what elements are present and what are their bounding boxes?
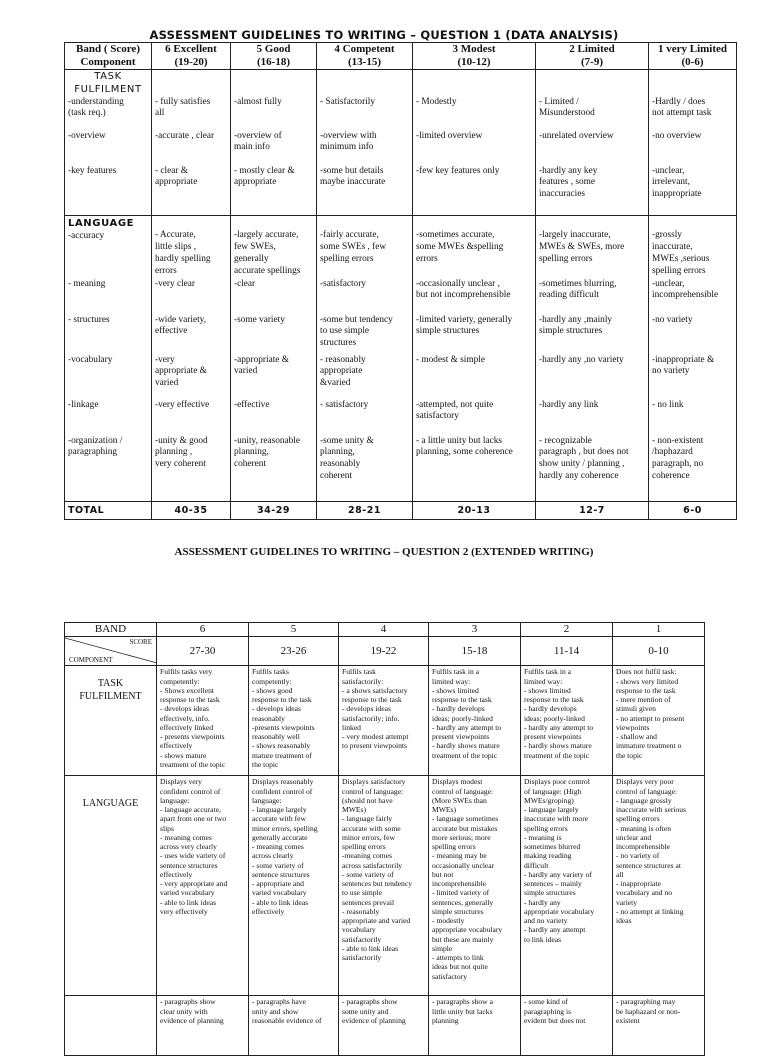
q1-band-range: (19-20) xyxy=(152,56,231,70)
q1-band-range: (7-9) xyxy=(536,56,649,70)
q1-language-section xyxy=(65,216,737,502)
q1-task-heading: TASK FULFILMENT xyxy=(65,70,152,97)
q1-descriptor-cell: - Accurate, little slips , hardly spelling errors xyxy=(152,216,231,279)
q2-band-number: 5 xyxy=(249,623,339,637)
q2-row-label: LANGUAGE xyxy=(65,776,157,996)
q1-descriptor-cell: -some but details maybe inaccurate xyxy=(317,166,413,216)
q1-header-component: Component xyxy=(65,56,152,70)
q2-descriptor-cell: Displays very poor control of language: - language grossly inaccurate with serious spelling errors - meaning is often unclear and incomprehensible - no variety of sentence structures at all - inappropriate vocabulary and no variety - no attempt at linking ideas xyxy=(613,776,705,996)
q1-total-label: TOTAL xyxy=(65,502,152,520)
q1-task-row xyxy=(65,131,737,166)
q1-language-heading: LANGUAGE xyxy=(68,218,135,230)
q1-band-name: 1 very Limited xyxy=(649,43,737,57)
q2-body xyxy=(65,666,705,1056)
q1-row-label-text: -organization / paragraphing xyxy=(68,435,123,458)
q1-title: ASSESSMENT GUIDELINES TO WRITING – QUESTION 1 (DATA ANALYSIS) xyxy=(149,28,619,42)
q2-row xyxy=(65,666,705,776)
q1-language-row xyxy=(65,436,737,502)
q1-band-name: 5 Good xyxy=(231,43,317,57)
q1-total-value: 12-7 xyxy=(536,502,649,520)
q1-descriptor-cell: - a little unity but lacks planning, some coherence xyxy=(413,436,536,502)
q2-band-number: 6 xyxy=(157,623,249,637)
q1-row-label xyxy=(65,400,152,436)
q1-language-row xyxy=(65,279,737,315)
q1-descriptor-cell: - fully satisfies all xyxy=(152,97,231,131)
q2-descriptor-cell: Displays very confident control of language: - language accurate, apart from one or two slips - meaning comes across very clearly - uses wide variety of sentence structures effectively - very appropriate and varied vocabulary - able to link ideas very effectively xyxy=(157,776,249,996)
q1-descriptor-cell: -inappropriate & no variety xyxy=(649,355,737,400)
q2-band-label: BAND xyxy=(65,623,157,637)
empty-cell xyxy=(317,70,413,97)
q1-descriptor-cell: -some variety xyxy=(231,315,317,355)
q1-descriptor-cell: - modest & simple xyxy=(413,355,536,400)
q1-descriptor-cell: -sometimes accurate, some MWEs &spelling errors xyxy=(413,216,536,279)
q1-descriptor-cell: - no link xyxy=(649,400,737,436)
q1-band-name: 2 Limited xyxy=(536,43,649,57)
q2-descriptor-cell: Does not fulfil task: - shows very limited response to the task - mere mention of stimuli given - no attempt to present viewpoints - shallow and immature treatment o the topic xyxy=(613,666,705,776)
q1-descriptor-cell: -limited variety, generally simple structures xyxy=(413,315,536,355)
q1-descriptor-cell: - mostly clear & appropriate xyxy=(231,166,317,216)
q1-descriptor-cell: -Hardly / does not attempt task xyxy=(649,97,737,131)
q1-band-range: (0-6) xyxy=(649,56,737,70)
q1-descriptor-cell: -largely accurate, few SWEs, generally accurate spellings xyxy=(231,216,317,279)
q1-descriptor-cell: -unrelated overview xyxy=(536,131,649,166)
q1-total-value: 20-13 xyxy=(413,502,536,520)
q1-descriptor-cell: -almost fully xyxy=(231,97,317,131)
q1-total-value: 34-29 xyxy=(231,502,317,520)
q1-descriptor-cell: -hardly any ,mainly simple structures xyxy=(536,315,649,355)
q2-score-range: 23-26 xyxy=(249,637,339,666)
q2-descriptor-cell: - paragraphs have unity and show reasonable evidence of xyxy=(249,996,339,1056)
q1-descriptor-cell: -hardly any key features , some inaccuracies xyxy=(536,166,649,216)
q1-descriptor-cell: -wide variety, effective xyxy=(152,315,231,355)
q2-score-label: SCORE xyxy=(129,638,152,647)
q1-descriptor-cell: -no overview xyxy=(649,131,737,166)
q1-band-name: 3 Modest xyxy=(413,43,536,57)
q2-descriptor-cell: - paragraphing may be haphazard or non- existent xyxy=(613,996,705,1056)
q1-descriptor-cell: -effective xyxy=(231,400,317,436)
q1-descriptor-cell: -occasionally unclear , but not incomprehensible xyxy=(413,279,536,315)
q1-band-name: 6 Excellent xyxy=(152,43,231,57)
q2-title: ASSESSMENT GUIDELINES TO WRITING – QUESTION 2 (EXTENDED WRITING) xyxy=(174,546,594,558)
q2-descriptor-cell: - paragraphs show some unity and evidence of planning xyxy=(339,996,429,1056)
q2-score-range: 27-30 xyxy=(157,637,249,666)
q2-descriptor-cell: Fulfils task satisfactorily: - a shows satisfactory response to the task - develops ideas satisfactorily; info. linked - very modest attempt to present viewpoints xyxy=(339,666,429,776)
q1-descriptor-cell: -attempted, not quite satisfactory xyxy=(413,400,536,436)
q1-descriptor-cell: -no variety xyxy=(649,315,737,355)
q2-descriptor-cell: Fulfils tasks competently: - shows good response to the task - develops ideas reasonably -presents viewpoints reasonably well - shows reasonably mature treatment of the topic xyxy=(249,666,339,776)
q1-descriptor-cell: -unclear, incomprehensible xyxy=(649,279,737,315)
q2-band-number: 3 xyxy=(429,623,521,637)
q1-descriptor-cell: -clear xyxy=(231,279,317,315)
empty-cell xyxy=(231,70,317,97)
q2-descriptor-cell: - some kind of paragraphing is evident but does not xyxy=(521,996,613,1056)
q1-band-range: (16-18) xyxy=(231,56,317,70)
empty-cell xyxy=(649,70,737,97)
q2-score-range: 11-14 xyxy=(521,637,613,666)
empty-cell xyxy=(413,70,536,97)
q1-row-label xyxy=(65,355,152,400)
q1-descriptor-cell: -hardly any link xyxy=(536,400,649,436)
q1-descriptor-cell: -unity, reasonable planning, coherent xyxy=(231,436,317,502)
q1-row-label-text: -accuracy xyxy=(68,230,105,241)
q1-language-row xyxy=(65,400,737,436)
q2-row-label: TASK FULFILMENT xyxy=(65,666,157,776)
q2-descriptor-cell: Fulfils tasks very competently: - Shows excellent response to the task - develops ideas effectively, info. effectively linked - presents viewpoints effectively - shows mature treatment of the topic xyxy=(157,666,249,776)
q1-band-range: (13-15) xyxy=(317,56,413,70)
q1-row-label xyxy=(65,279,152,315)
q1-descriptor-cell: - Satisfactorily xyxy=(317,97,413,131)
q1-descriptor-cell: - Limited / Misunderstood xyxy=(536,97,649,131)
q1-descriptor-cell: - reasonably appropriate &varied xyxy=(317,355,413,400)
q2-descriptor-cell: Fulfils task in a limited way: - shows limited response to the task - hardly develops ideas; poorly-linked - hardly any attempt to present viewpoints - hardly shows mature treatment of the topic xyxy=(521,666,613,776)
q1-row-label: -key features xyxy=(65,166,152,216)
q1-descriptor-cell: -very appropriate & varied xyxy=(152,355,231,400)
q1-row-label-text: -vocabulary xyxy=(68,354,113,365)
q1-descriptor-cell: -sometimes blurring, reading difficult xyxy=(536,279,649,315)
q1-descriptor-cell: - Modestly xyxy=(413,97,536,131)
q1-row-label-text: - meaning xyxy=(68,278,106,289)
q1-row-label: -overview xyxy=(65,131,152,166)
q2-descriptor-cell: - paragraphs show a little unity but lacks planning xyxy=(429,996,521,1056)
q1-descriptor-cell: -few key features only xyxy=(413,166,536,216)
q2-row xyxy=(65,996,705,1056)
q2-descriptor-cell: - paragraphs show clear unity with evidence of planning xyxy=(157,996,249,1056)
q2-descriptor-cell: Displays satisfactory control of language: (should not have MWEs) - language fairly accurate with some minor errors, few spelling errors -meaning comes across satisfactorily - some variety of sentences but tendency to use simple sentences prevail - reasonably appropriate and varied vocabulary satisfactorily - able to link ideas satisfactorily xyxy=(339,776,429,996)
q1-descriptor-cell: - clear & appropriate xyxy=(152,166,231,216)
q1-language-row xyxy=(65,355,737,400)
q1-total-value: 28-21 xyxy=(317,502,413,520)
q2-row-label xyxy=(65,996,157,1056)
q1-row-label xyxy=(65,436,152,502)
q1-descriptor-cell: -fairly accurate, some SWEs , few spelling errors xyxy=(317,216,413,279)
q2-band-number: 2 xyxy=(521,623,613,637)
q2-assessment-table xyxy=(64,622,705,1056)
q1-descriptor-cell: -hardly any ,no variety xyxy=(536,355,649,400)
q1-descriptor-cell: - recognizable paragraph , but does not show unity / planning , hardly any coherence xyxy=(536,436,649,502)
q1-header-band: Band ( Score) xyxy=(65,43,152,57)
q1-row-label-text: -linkage xyxy=(68,399,99,410)
q1-total-value: 6-0 xyxy=(649,502,737,520)
q1-row-label xyxy=(65,216,152,279)
q1-language-row xyxy=(65,216,737,279)
q1-descriptor-cell: -unity & good planning , very coherent xyxy=(152,436,231,502)
q1-total-row xyxy=(65,502,737,520)
q2-component-label: COMPONENT xyxy=(69,655,113,664)
q2-descriptor-cell: Displays reasonably confident control of language: - language largely accurate with few minor errors, spelling generally accurate - meaning comes across clearly - some variety of sentence structures - appropriate and varied vocabulary - able to link ideas effectively xyxy=(249,776,339,996)
q1-band-name: 4 Competent xyxy=(317,43,413,57)
q2-descriptor-cell: Displays modest control of language: (More SWEs than MWEs) - language sometimes accurate but mistakes more serious; more spelling errors - meaning may be occasionally unclear but not incomprehensible - limited variety of sentences, generally simple structures - modestly appropriate vocabulary but these are mainly simple - attempts to link ideas but not quite satisfactory xyxy=(429,776,521,996)
empty-cell xyxy=(152,70,231,97)
q1-descriptor-cell: -satisfactory xyxy=(317,279,413,315)
q1-descriptor-cell: -overview of main info xyxy=(231,131,317,166)
q2-descriptor-cell: Displays poor control of language: (High MWEs/groping) - language largely inaccurate with more spelling errors - meaning is sometimes blurred making reading difficult - hardly any variety of sentences – mainly simple structures - hardly any appropriate vocabulary and no variety - hardly any attempt to link ideas xyxy=(521,776,613,996)
q1-descriptor-cell: - satisfactory xyxy=(317,400,413,436)
q1-descriptor-cell: -some but tendency to use simple structures xyxy=(317,315,413,355)
q1-descriptor-cell: -accurate , clear xyxy=(152,131,231,166)
q1-descriptor-cell: -appropriate & varied xyxy=(231,355,317,400)
q1-descriptor-cell: -largely inaccurate, MWEs & SWEs, more spelling errors xyxy=(536,216,649,279)
q1-row-label: -understanding (task req.) xyxy=(65,97,152,131)
q1-descriptor-cell: - non-existent /haphazard paragraph, no coherence xyxy=(649,436,737,502)
q1-task-row xyxy=(65,166,737,216)
q1-task-row xyxy=(65,97,737,131)
q1-row-label xyxy=(65,315,152,355)
q1-descriptor-cell: -unclear, irrelevant, inappropriate xyxy=(649,166,737,216)
q1-task-section xyxy=(65,70,737,216)
q2-score-range: 15-18 xyxy=(429,637,521,666)
q1-assessment-table xyxy=(64,42,737,520)
q1-descriptor-cell: -some unity & planning, reasonably coherent xyxy=(317,436,413,502)
q1-descriptor-cell: -limited overview xyxy=(413,131,536,166)
q2-row xyxy=(65,776,705,996)
q2-score-component-header xyxy=(65,637,157,666)
q1-descriptor-cell: -grossly inaccurate, MWEs ,serious spelling errors xyxy=(649,216,737,279)
q2-score-range: 0-10 xyxy=(613,637,705,666)
q2-band-number: 4 xyxy=(339,623,429,637)
q1-descriptor-cell: -very effective xyxy=(152,400,231,436)
q1-band-range: (10-12) xyxy=(413,56,536,70)
q2-descriptor-cell: Fulfils task in a limited way: - shows limited response to the task - hardly develops ideas; poorly-linked - hardly any attempt to present viewpoints - hardly shows mature treatment of the topic xyxy=(429,666,521,776)
q2-band-number: 1 xyxy=(613,623,705,637)
q2-score-range: 19-22 xyxy=(339,637,429,666)
q1-row-label-text: - structures xyxy=(68,314,110,325)
q1-descriptor-cell: -very clear xyxy=(152,279,231,315)
q1-total-value: 40-35 xyxy=(152,502,231,520)
q1-language-row xyxy=(65,315,737,355)
empty-cell xyxy=(536,70,649,97)
q1-descriptor-cell: -overview with minimum info xyxy=(317,131,413,166)
